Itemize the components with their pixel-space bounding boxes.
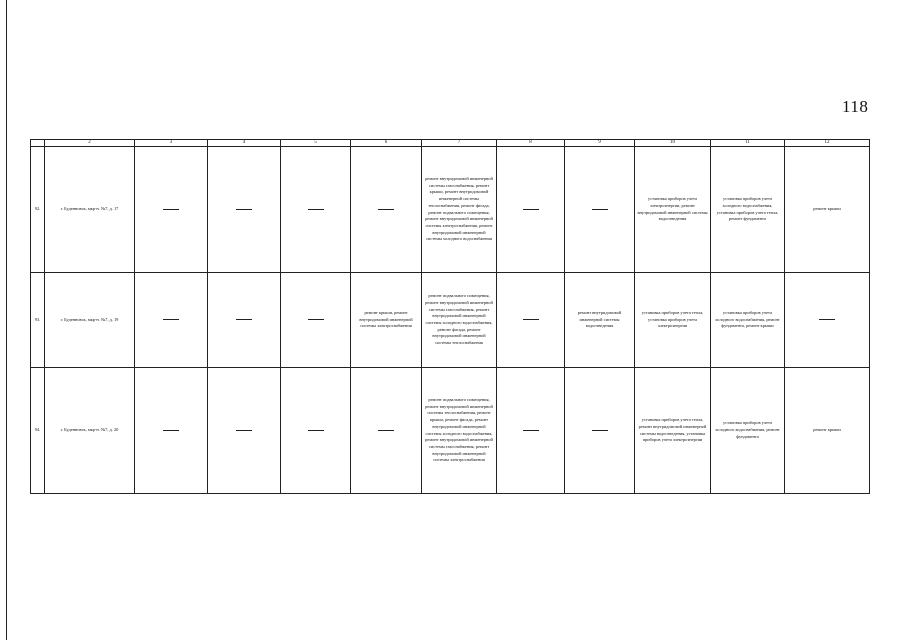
header-cell: 6 [351, 140, 422, 147]
dash-mark [592, 430, 608, 431]
row-address: г. Буденновск, мкр-н. №7, д. 17 [45, 147, 135, 273]
dash-mark [378, 430, 394, 431]
empty-cell [565, 368, 635, 494]
works-col-10: установка приборов учета тепла, ремонт внутридомовой инженерной системы водоотведения, установка приборов учета электроэнергии [635, 368, 711, 494]
repair-schedule-table [30, 139, 870, 494]
empty-cell [135, 147, 208, 273]
dash-mark [236, 209, 252, 210]
works-col-6: ремонт крыши, ремонт внутридомовой инженерной системы электроснабжения [351, 273, 422, 368]
empty-cell [497, 368, 565, 494]
row-address: г. Буденновск, мкр-н. №7, д. 20 [45, 368, 135, 494]
empty-cell [208, 368, 281, 494]
header-cell: 10 [635, 140, 711, 147]
works-col-12: ремонт крыши [785, 147, 870, 273]
row-number: 92. [31, 147, 45, 273]
works-col-7: ремонт подвального помещения, ремонт внутридомовой инженерной системы теплоснабжения, ремонт крыши, ремонт фасада, ремонт внутридомовой инженерной системы холодного водоснабжения, ремонт внутридомовой инженерной системы газоснабжения, ремонт внутридомовой инженерной системы электроснабжения [422, 368, 497, 494]
dash-mark [308, 209, 324, 210]
header-cell: 5 [281, 140, 351, 147]
empty-cell [208, 147, 281, 273]
table-row [31, 273, 870, 368]
header-cell: 4 [208, 140, 281, 147]
empty-cell [208, 273, 281, 368]
empty-cell [785, 273, 870, 368]
header-cell: 3 [135, 140, 208, 147]
works-col-11: установка приборов учета холодного водоснабжения, ремонт фундамента, ремонт крыши [711, 273, 785, 368]
empty-cell [351, 147, 422, 273]
dash-mark [163, 319, 179, 320]
dash-mark [523, 430, 539, 431]
header-cell: 12 [785, 140, 870, 147]
dash-mark [236, 319, 252, 320]
works-col-11: установка приборов учета холодного водоснабжения, ремонт фундамента [711, 368, 785, 494]
empty-cell [281, 368, 351, 494]
empty-cell [497, 273, 565, 368]
dash-mark [308, 319, 324, 320]
column-number-row [31, 140, 870, 147]
dash-mark [308, 430, 324, 431]
header-cell: 7 [422, 140, 497, 147]
empty-cell [281, 147, 351, 273]
works-col-7: ремонт подвального помещения, ремонт внутридомовой инженерной системы газоснабжения, ремонт внутридомовой инженерной системы холодного водоснабжения, ремонт фасада, ремонт внутридомовой инженерной системы теплоснабжения [422, 273, 497, 368]
empty-cell [135, 273, 208, 368]
works-col-10: установка приборов учета электроэнергии, ремонт внутридомовой инженерной системы водоотведения [635, 147, 711, 273]
works-col-7: ремонт внутридомовой инженерной системы газоснабжения, ремонт крыши, ремонт внутридомовой инженерной системы теплоснабжения, ремонт фасада, ремонт подвального помещения, ремонт внутридомовой инженерной системы электроснабжения, ремонт внутридомовой инженерной системы холодного водоснабжения [422, 147, 497, 273]
dash-mark [163, 430, 179, 431]
empty-cell [135, 368, 208, 494]
dash-mark [378, 209, 394, 210]
works-col-12: ремонт крыши [785, 368, 870, 494]
dash-mark [236, 430, 252, 431]
dash-mark [819, 319, 835, 320]
header-cell: 11 [711, 140, 785, 147]
left-page-rule [6, 0, 7, 640]
dash-mark [592, 209, 608, 210]
table-row [31, 147, 870, 273]
works-col-9: ремонт внутридомовой инженерной системы водоотведения [565, 273, 635, 368]
works-col-11: установка приборов учета холодного водоснабжения, установка приборов учета тепла, ремонт фундамента [711, 147, 785, 273]
row-number: 93. [31, 273, 45, 368]
row-number: 94. [31, 368, 45, 494]
header-cell: 9 [565, 140, 635, 147]
empty-cell [351, 368, 422, 494]
dash-mark [523, 319, 539, 320]
works-col-10: установка приборов учета тепла, установка приборов учета электроэнергии [635, 273, 711, 368]
dash-mark [523, 209, 539, 210]
page-number: 118 [842, 97, 869, 116]
table-row [31, 368, 870, 494]
row-address: г. Буденновск, мкр-н. №7, д. 19 [45, 273, 135, 368]
empty-cell [565, 147, 635, 273]
header-cell: 2 [45, 140, 135, 147]
header-cell: 8 [497, 140, 565, 147]
empty-cell [281, 273, 351, 368]
empty-cell [497, 147, 565, 273]
header-cell-blank [31, 140, 45, 147]
dash-mark [163, 209, 179, 210]
